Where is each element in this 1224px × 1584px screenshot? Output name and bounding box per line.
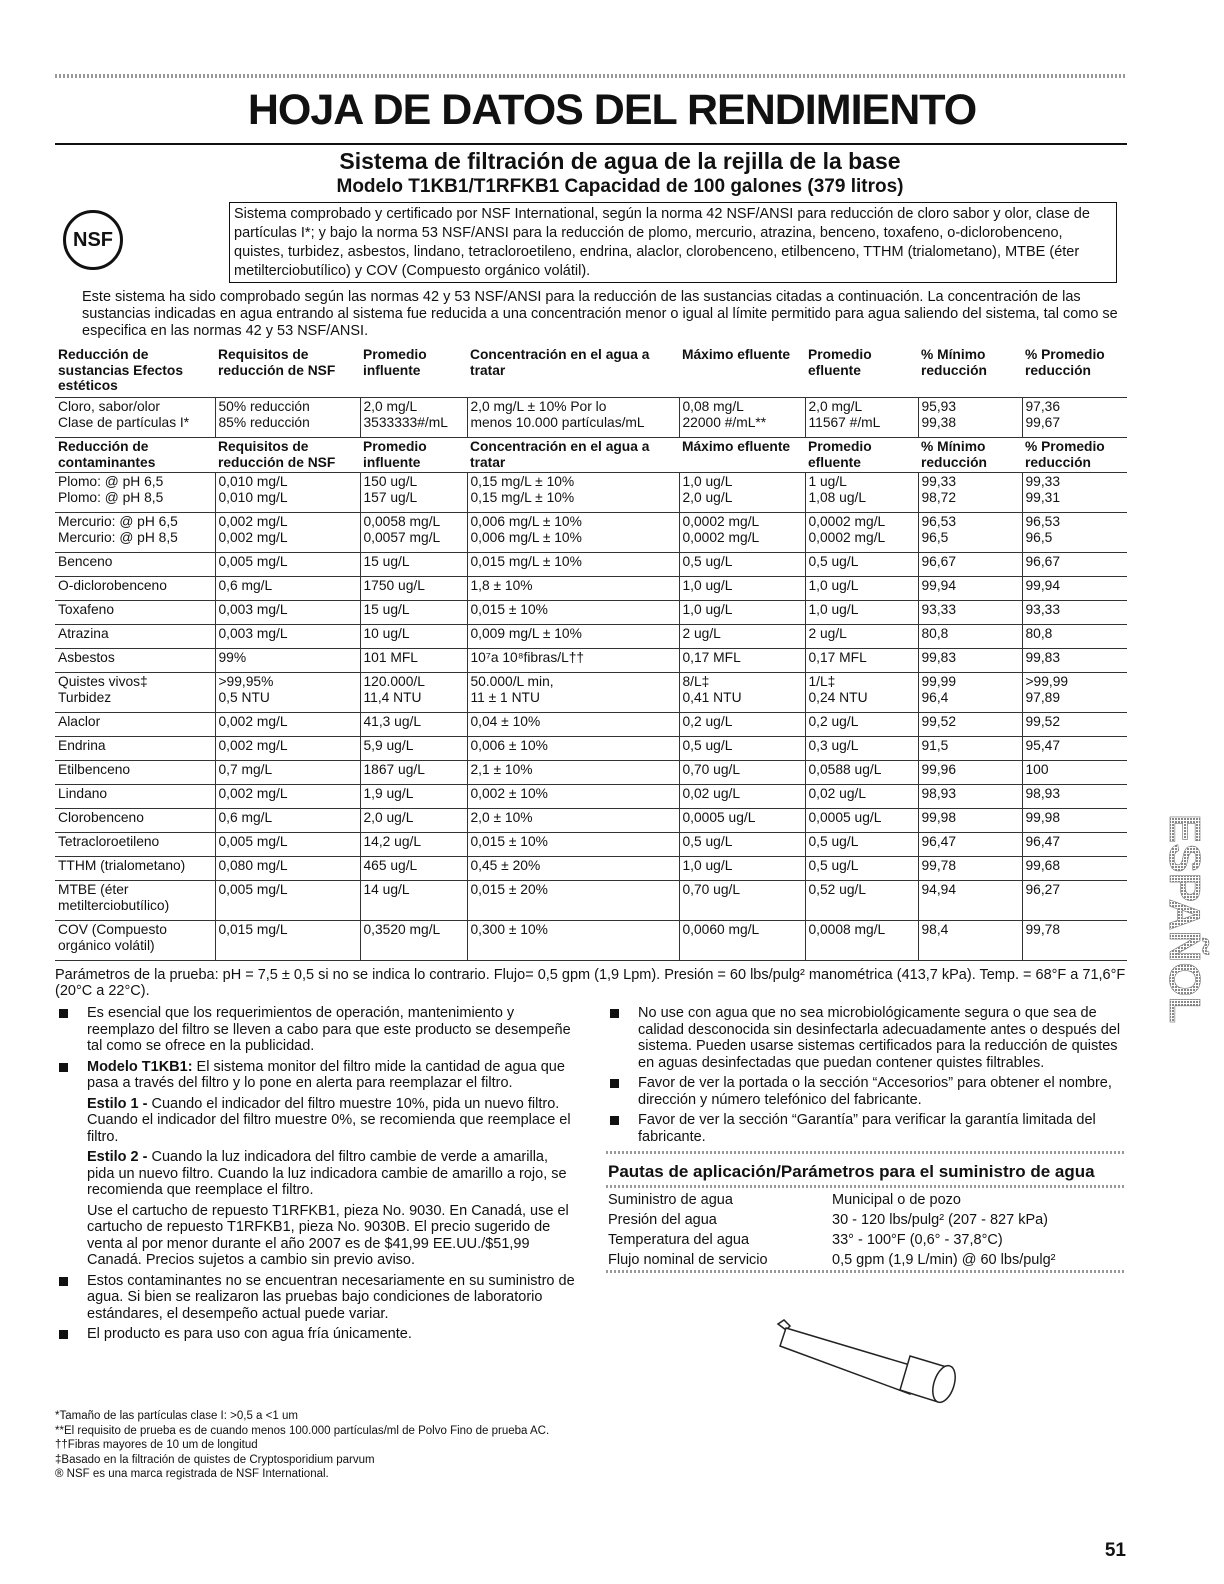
table-cell: 0,015 ± 20%: [467, 881, 679, 921]
table-cell: 5,9 ug/L: [360, 737, 467, 761]
table-cell: 99,83: [918, 649, 1022, 673]
table-cell: 0,0008 mg/L: [805, 921, 918, 961]
bullet-item: [55, 1005, 575, 1055]
table-row: [55, 713, 1127, 737]
table-cell: 0,3520 mg/L: [360, 921, 467, 961]
table-cell: 99,33 99,31: [1022, 473, 1127, 513]
table-cell: 0,0058 mg/L 0,0057 mg/L: [360, 513, 467, 553]
guideline-row: [606, 1250, 1124, 1270]
table-cell: 2,0 mg/L ± 10% Por lo menos 10.000 partículas/mL: [467, 398, 679, 438]
table-cell: 1,0 ug/L: [805, 577, 918, 601]
estilo-2-text: Cuando la luz indicadora del filtro cambie de verde a amarilla, pida un nuevo filtro. Cuando la luz indicadora cambie de amarillo a rojo, se recomienda que reemplace el filtro.: [87, 1149, 567, 1198]
table-cell: 0,006 ± 10%: [467, 737, 679, 761]
table-cell: 14 ug/L: [360, 881, 467, 921]
table-header-cell: Concentración en el agua a tratar: [470, 439, 650, 470]
table-cell: 0,7 mg/L: [215, 761, 360, 785]
guideline-row: [606, 1230, 1124, 1250]
table-cell: 8/L‡ 0,41 NTU: [679, 673, 805, 713]
footnote: *Tamaño de las partículas clase I: >0,5 a <1 um: [55, 1410, 298, 1422]
table-cell: 0,5 ug/L: [805, 833, 918, 857]
guidelines-bottom-rule: [606, 1270, 1126, 1273]
table-cell: 0,45 ± 20%: [467, 857, 679, 881]
table-header-cell: % Mínimo reducción: [921, 439, 987, 470]
table-cell: 0,015 mg/L: [215, 921, 360, 961]
model-line: Modelo T1KB1/T1RFKB1 Capacidad de 100 galones (379 litros): [336, 176, 904, 197]
page-title: HOJA DE DATOS DEL RENDIMIENTO: [247, 86, 977, 134]
table-cell: COV (Compuesto orgánico volátil): [55, 921, 215, 961]
bullet-item: [55, 1059, 575, 1269]
table-header-cell: % Mínimo reducción: [921, 347, 987, 378]
footnote: ® NSF es una marca registrada de NSF International.: [55, 1468, 329, 1480]
table-row: [55, 577, 1127, 601]
table-cell: 97,36 99,67: [1022, 398, 1127, 438]
table-cell: 0,5 ug/L: [679, 737, 805, 761]
table-cell: 95,47: [1022, 737, 1127, 761]
test-parameters: Parámetros de la prueba: pH = 7,5 ± 0,5 si no se indica lo contrario. Flujo= 0,5 gpm (1,9 Lpm). Presión = 60 lbs/pulg² manométrica (413,7 kPa). Temp. = 68°F a 71,6°F (20°C a 22°C).: [55, 967, 1126, 999]
table-cell: 0,002 mg/L: [215, 713, 360, 737]
table-row: [55, 809, 1127, 833]
bullet-text: Estos contaminantes no se encuentran necesariamente en su suministro de agua. Si bien se realizaron las pruebas bajo condiciones de laboratorio estándares, el desempeño actual puede variar.: [87, 1272, 575, 1322]
table-cell: 0,0005 ug/L: [679, 809, 805, 833]
performance-table: [55, 346, 1127, 961]
intro-paragraph: Este sistema ha sido comprobado según las normas 42 y 53 NSF/ANSI para la reducción de las sustancias citadas a continuación. La concentración de las sustancias indicadas en agua entrando al sistema fue reducida a una concentración menor o igual al límite permitido para agua saliendo del sistema, tal como se especifica en las normas 42 y 53 NSF/ANSI.: [82, 289, 1118, 339]
table-cell: Toxafeno: [55, 601, 215, 625]
table-cell: 0,17 MFL: [679, 649, 805, 673]
bullet-item: [606, 1005, 1126, 1071]
table-cell: 0,5 ug/L: [679, 553, 805, 577]
bullet-text: Favor de ver la sección “Garantía” para verificar la garantía limitada del fabricante.: [638, 1112, 1096, 1145]
table-cell: 465 ug/L: [360, 857, 467, 881]
table-cell: 93,33: [918, 601, 1022, 625]
right-column: [606, 1005, 1126, 1273]
table-cell: 0,005 mg/L: [215, 881, 360, 921]
table-row: [55, 737, 1127, 761]
table-cell: TTHM (trialometano): [55, 857, 215, 881]
guideline-label: Suministro de agua: [608, 1191, 733, 1208]
table-header-cell: Concentración en el agua a tratar: [470, 347, 650, 378]
table-row: [55, 513, 1127, 553]
bullet-square-icon: [610, 1009, 619, 1018]
estilo-1-text: Cuando el indicador del filtro muestre 10%, pida un nuevo filtro. Cuando el indicador del filtro muestre 0%, se recomienda que reemplace el filtro.: [87, 1095, 571, 1145]
table-cell: 0,002 mg/L 0,002 mg/L: [215, 513, 360, 553]
bullet-square-icon: [59, 1063, 68, 1072]
table-cell: 0,70 ug/L: [679, 761, 805, 785]
table-cell: 1 ug/L 1,08 ug/L: [805, 473, 918, 513]
table-cell: 99,98: [1022, 809, 1127, 833]
table-row: [55, 649, 1127, 673]
table-header-cell: Promedio influente: [363, 439, 427, 470]
table-cell: 96,47: [918, 833, 1022, 857]
table-cell: 0,003 mg/L: [215, 625, 360, 649]
table-cell: 91,5: [918, 737, 1022, 761]
table-cell: 2,0 mg/L 11567 #/mL: [805, 398, 918, 438]
table-row: [55, 857, 1127, 881]
table-cell: 99,52: [918, 713, 1022, 737]
guideline-row: [606, 1210, 1124, 1230]
table-cell: Cloro, sabor/olor Clase de partículas I*: [55, 398, 215, 438]
top-dotted-rule: [55, 74, 1127, 78]
table-cell: 0,0005 ug/L: [805, 809, 918, 833]
table-cell: 99,96: [918, 761, 1022, 785]
table-cell: 0,300 ± 10%: [467, 921, 679, 961]
table-cell: 0,5 ug/L: [679, 833, 805, 857]
guidelines-top-rule: [606, 1151, 1126, 1154]
table-cell: 1,0 ug/L: [679, 577, 805, 601]
bullet-square-icon: [610, 1079, 619, 1088]
table-cell: 0,3 ug/L: [805, 737, 918, 761]
table-cell: 99,98: [918, 809, 1022, 833]
guideline-label: Temperatura del agua: [608, 1231, 750, 1248]
guidelines-title: Pautas de aplicación/Parámetros para el suministro de agua: [608, 1162, 1095, 1181]
table-cell: 0,6 mg/L: [215, 577, 360, 601]
footnote: ‡Basado en la filtración de quistes de Cryptosporidium parvum: [55, 1453, 375, 1466]
left-column: [55, 1005, 575, 1347]
table-cell: 99,83: [1022, 649, 1127, 673]
table-cell: 94,94: [918, 881, 1022, 921]
table-cell: >99,95% 0,5 NTU: [215, 673, 360, 713]
bullet-square-icon: [610, 1116, 619, 1125]
table-cell: Alaclor: [55, 713, 215, 737]
table-cell: 1,0 ug/L: [805, 601, 918, 625]
table-cell: 0,0002 mg/L 0,0002 mg/L: [679, 513, 805, 553]
table-header-cell: Reducción de sustancias Efectos estéticos: [58, 347, 183, 393]
table-cell: 0,02 ug/L: [805, 785, 918, 809]
filter-cartridge-illustration: [760, 1316, 970, 1406]
table-cell: 93,33: [1022, 601, 1127, 625]
table-cell: 0,003 mg/L: [215, 601, 360, 625]
table-cell: 0,006 mg/L ± 10% 0,006 mg/L ± 10%: [467, 513, 679, 553]
table-cell: 0,52 ug/L: [805, 881, 918, 921]
table-row: [55, 761, 1127, 785]
table-cell: 2 ug/L: [679, 625, 805, 649]
table-cell: 96,67: [918, 553, 1022, 577]
table-cell: Tetracloroetileno: [55, 833, 215, 857]
table-cell: 80,8: [918, 625, 1022, 649]
table-row: [55, 553, 1127, 577]
guidelines-table: [606, 1190, 1124, 1270]
table-cell: 0,002 ± 10%: [467, 785, 679, 809]
table-row: [55, 473, 1127, 513]
table-cell: Benceno: [55, 553, 215, 577]
table-cell: 0,08 mg/L 22000 #/mL**: [679, 398, 805, 438]
table-cell: 0,04 ± 10%: [467, 713, 679, 737]
table-cell: 0,010 mg/L 0,010 mg/L: [215, 473, 360, 513]
table-header-cell: Promedio efluente: [808, 347, 872, 378]
table-cell: 0,0588 ug/L: [805, 761, 918, 785]
estilo-1-label: Estilo 1 -: [87, 1095, 148, 1112]
estilo-2: [87, 1149, 575, 1199]
table-cell: 2,0 ± 10%: [467, 809, 679, 833]
guideline-value: 30 - 120 lbs/pulg² (207 - 827 kPa): [832, 1211, 1049, 1228]
table-header-cell: % Promedio reducción: [1025, 347, 1105, 378]
table-cell: 1,0 ug/L: [679, 857, 805, 881]
table-cell: 0,005 mg/L: [215, 833, 360, 857]
bullet-text: Es esencial que los requerimientos de operación, mantenimiento y reemplazo del filtro se lleven a cabo para que este producto se desempeñe tal como se ofrece en la publicidad.: [87, 1005, 571, 1054]
table-cell: 95,93 99,38: [918, 398, 1022, 438]
table-cell: 1,0 ug/L: [679, 601, 805, 625]
table-cell: 50.000/L min, 11 ± 1 NTU: [467, 673, 679, 713]
guideline-label: Presión del agua: [608, 1211, 717, 1228]
table-cell: Asbestos: [55, 649, 215, 673]
bullet-text: No use con agua que no sea microbiológicamente segura o que sea de calidad desconocida sin desinfectarla adecuadamente antes o después del sistema. Pueden usarse sistemas certificados para la reducción de quistes en aguas desinfectadas que puedan contener quistes filtrables.: [638, 1005, 1121, 1071]
table-row: [55, 673, 1127, 713]
table-cell: Etilbenceno: [55, 761, 215, 785]
table-cell: 101 MFL: [360, 649, 467, 673]
bullet-item: [606, 1075, 1126, 1108]
estilo-2-label: Estilo 2 -: [87, 1149, 148, 1165]
bullet-square-icon: [59, 1277, 68, 1286]
table-cell: 99,99 96,4: [918, 673, 1022, 713]
table-row: [55, 921, 1127, 961]
table-cell: 80,8: [1022, 625, 1127, 649]
table-cell: 1/L‡ 0,24 NTU: [805, 673, 918, 713]
footnote: ††Fibras mayores de 10 um de longitud: [55, 1439, 258, 1451]
page-number: 51: [1104, 1540, 1126, 1561]
side-tab-text: ESPAÑOL: [1160, 814, 1209, 1024]
table-cell: 1867 ug/L: [360, 761, 467, 785]
table-cell: Mercurio: @ pH 6,5 Mercurio: @ pH 8,5: [55, 513, 215, 553]
table-cell: 99,68: [1022, 857, 1127, 881]
table-cell: 0,015 ± 10%: [467, 833, 679, 857]
table-cell: 0,2 ug/L: [679, 713, 805, 737]
table-cell: 0,02 ug/L: [679, 785, 805, 809]
table-header-row: [55, 438, 1127, 473]
table-cell: 0,6 mg/L: [215, 809, 360, 833]
table-cell: 0,5 ug/L: [805, 857, 918, 881]
guideline-value: 0,5 gpm (1,9 L/min) @ 60 lbs/pulg²: [832, 1251, 1056, 1268]
table-cell: 0,17 MFL: [805, 649, 918, 673]
table-cell: 50% reducción 85% reducción: [215, 398, 360, 438]
footnotes: [55, 1409, 815, 1482]
table-cell: 0,005 mg/L: [215, 553, 360, 577]
table-cell: 96,53 96,5: [1022, 513, 1127, 553]
table-cell: 99,52: [1022, 713, 1127, 737]
bullet-text: Favor de ver la portada o la sección “Accesorios” para obtener el nombre, dirección y número telefónico del fabricante.: [638, 1075, 1112, 1108]
model-text: El sistema monitor del filtro mide la cantidad de agua que pasa a través del filtro y lo pone en alerta para reemplazar el filtro.: [87, 1058, 565, 1091]
table-cell: 0,70 ug/L: [679, 881, 805, 921]
table-cell: 0,015 ± 10%: [467, 601, 679, 625]
table-cell: 2,1 ± 10%: [467, 761, 679, 785]
table-cell: 2,0 ug/L: [360, 809, 467, 833]
guidelines-rule: [606, 1185, 1126, 1188]
table-cell: Atrazina: [55, 625, 215, 649]
table-header-cell: % Promedio reducción: [1025, 439, 1105, 470]
table-row: [55, 625, 1127, 649]
footnote: **El requisito de prueba es de cuando menos 100.000 partículas/ml de Polvo Fino de prueba AC.: [55, 1424, 550, 1437]
guideline-value: 33° - 100°F (0,6° - 37,8°C): [832, 1231, 1003, 1248]
table-header-cell: Requisitos de reducción de NSF: [218, 439, 336, 470]
table-cell: 1750 ug/L: [360, 577, 467, 601]
table-row: [55, 833, 1127, 857]
guideline-label: Flujo nominal de servicio: [608, 1251, 768, 1268]
table-header-cell: Reducción de contaminantes: [58, 439, 156, 470]
table-cell: Lindano: [55, 785, 215, 809]
table-cell: 100: [1022, 761, 1127, 785]
bullet-text: El producto es para uso con agua fría únicamente.: [87, 1326, 412, 1342]
bullet-square-icon: [59, 1330, 68, 1339]
title-rule: [55, 143, 1127, 145]
table-cell: 0,015 mg/L ± 10%: [467, 553, 679, 577]
table-cell: 0,080 mg/L: [215, 857, 360, 881]
table-cell: 96,27: [1022, 881, 1127, 921]
table-row: [55, 398, 1127, 438]
table-cell: 41,3 ug/L: [360, 713, 467, 737]
table-cell: 120.000/L 11,4 NTU: [360, 673, 467, 713]
table-cell: >99,99 97,89: [1022, 673, 1127, 713]
guideline-row: [606, 1190, 1124, 1210]
table-cell: 99,33 98,72: [918, 473, 1022, 513]
guideline-value: Municipal o de pozo: [832, 1191, 961, 1208]
table-cell: 0,002 mg/L: [215, 737, 360, 761]
table-header-cell: Máximo efluente: [682, 439, 791, 454]
table-cell: 1,8 ± 10%: [467, 577, 679, 601]
table-cell: 10 ug/L: [360, 625, 467, 649]
table-row: [55, 785, 1127, 809]
table-cell: 99,94: [1022, 577, 1127, 601]
table-cell: Plomo: @ pH 6,5 Plomo: @ pH 8,5: [55, 473, 215, 513]
table-cell: 96,53 96,5: [918, 513, 1022, 553]
table-header-cell: Máximo efluente: [682, 347, 791, 362]
table-row: [55, 881, 1127, 921]
table-cell: 0,15 mg/L ± 10% 0,15 mg/L ± 10%: [467, 473, 679, 513]
table-cell: 99,78: [918, 857, 1022, 881]
table-cell: O-diclorobenceno: [55, 577, 215, 601]
table-cell: Endrina: [55, 737, 215, 761]
table-cell: 0,0002 mg/L 0,0002 mg/L: [805, 513, 918, 553]
certification-box: Sistema comprobado y certificado por NSF International, según la norma 42 NSF/ANSI para reducción de cloro sabor y olor, clase de partículas I*; y bajo la norma 53 NSF/ANSI para la reducción de plomo, mercurio, atrazina, benceno, toxafeno, o-diclorobenceno, quistes, turbidez, asbestos, lindano, tetracloroetileno, endrina, alaclor, clorobenceno, etilbenceno, TTHM (trialometano), MTBE (éter metilterciobutílico) y COV (Compuesto orgánico volátil).: [229, 202, 1117, 283]
language-side-tab: [1150, 810, 1209, 1050]
table-row: [55, 601, 1127, 625]
table-cell: 14,2 ug/L: [360, 833, 467, 857]
table-header-cell: Requisitos de reducción de NSF: [218, 347, 336, 378]
table-cell: 15 ug/L: [360, 601, 467, 625]
table-cell: 96,67: [1022, 553, 1127, 577]
estilo-1: [87, 1096, 575, 1146]
bullet-item: [55, 1326, 575, 1343]
table-cell: 1,9 ug/L: [360, 785, 467, 809]
bullet-item: [55, 1273, 575, 1323]
table-cell: 15 ug/L: [360, 553, 467, 577]
table-cell: Quistes vivos‡ Turbidez: [55, 673, 215, 713]
nsf-logo-text: NSF: [73, 228, 113, 251]
table-cell: 98,93: [1022, 785, 1127, 809]
system-subtitle: Sistema de filtración de agua de la rejilla de la base: [339, 148, 901, 174]
table-cell: 0,002 mg/L: [215, 785, 360, 809]
table-cell: 99,78: [1022, 921, 1127, 961]
table-cell: 0,0060 mg/L: [679, 921, 805, 961]
table-cell: 99,94: [918, 577, 1022, 601]
table-cell: 150 ug/L 157 ug/L: [360, 473, 467, 513]
table-cell: 10⁷a 10⁸fibras/L††: [467, 649, 679, 673]
table-cell: MTBE (éter metilterciobutílico): [55, 881, 215, 921]
table-cell: 98,93: [918, 785, 1022, 809]
table-cell: 0,5 ug/L: [805, 553, 918, 577]
bullet-item: [606, 1112, 1126, 1145]
table-cell: 1,0 ug/L 2,0 ug/L: [679, 473, 805, 513]
table-cell: 96,47: [1022, 833, 1127, 857]
bullet-square-icon: [59, 1009, 68, 1018]
table-cell: 0,009 mg/L ± 10%: [467, 625, 679, 649]
table-header-row: [55, 346, 1127, 398]
bullet-text: [87, 1059, 575, 1269]
table-cell: 99%: [215, 649, 360, 673]
model-label: Modelo T1KB1:: [87, 1058, 193, 1075]
table-cell: 2 ug/L: [805, 625, 918, 649]
table-header-cell: Promedio efluente: [808, 439, 872, 470]
table-cell: 98,4: [918, 921, 1022, 961]
cartridge-info: Use el cartucho de repuesto T1RFKB1, pieza No. 9030. En Canadá, use el cartucho de repuesto T1RFKB1, pieza No. 9030B. El precio sugerido de venta al por menor durante el año 2007 es de $41,99 EE.UU./$51,99 Canadá. Precios sujetos a cambio sin previo aviso.: [87, 1202, 569, 1268]
nsf-logo: [63, 210, 123, 270]
table-cell: 2,0 mg/L 3533333#/mL: [360, 398, 467, 438]
table-cell: Clorobenceno: [55, 809, 215, 833]
table-cell: 0,2 ug/L: [805, 713, 918, 737]
table-header-cell: Promedio influente: [363, 347, 427, 378]
